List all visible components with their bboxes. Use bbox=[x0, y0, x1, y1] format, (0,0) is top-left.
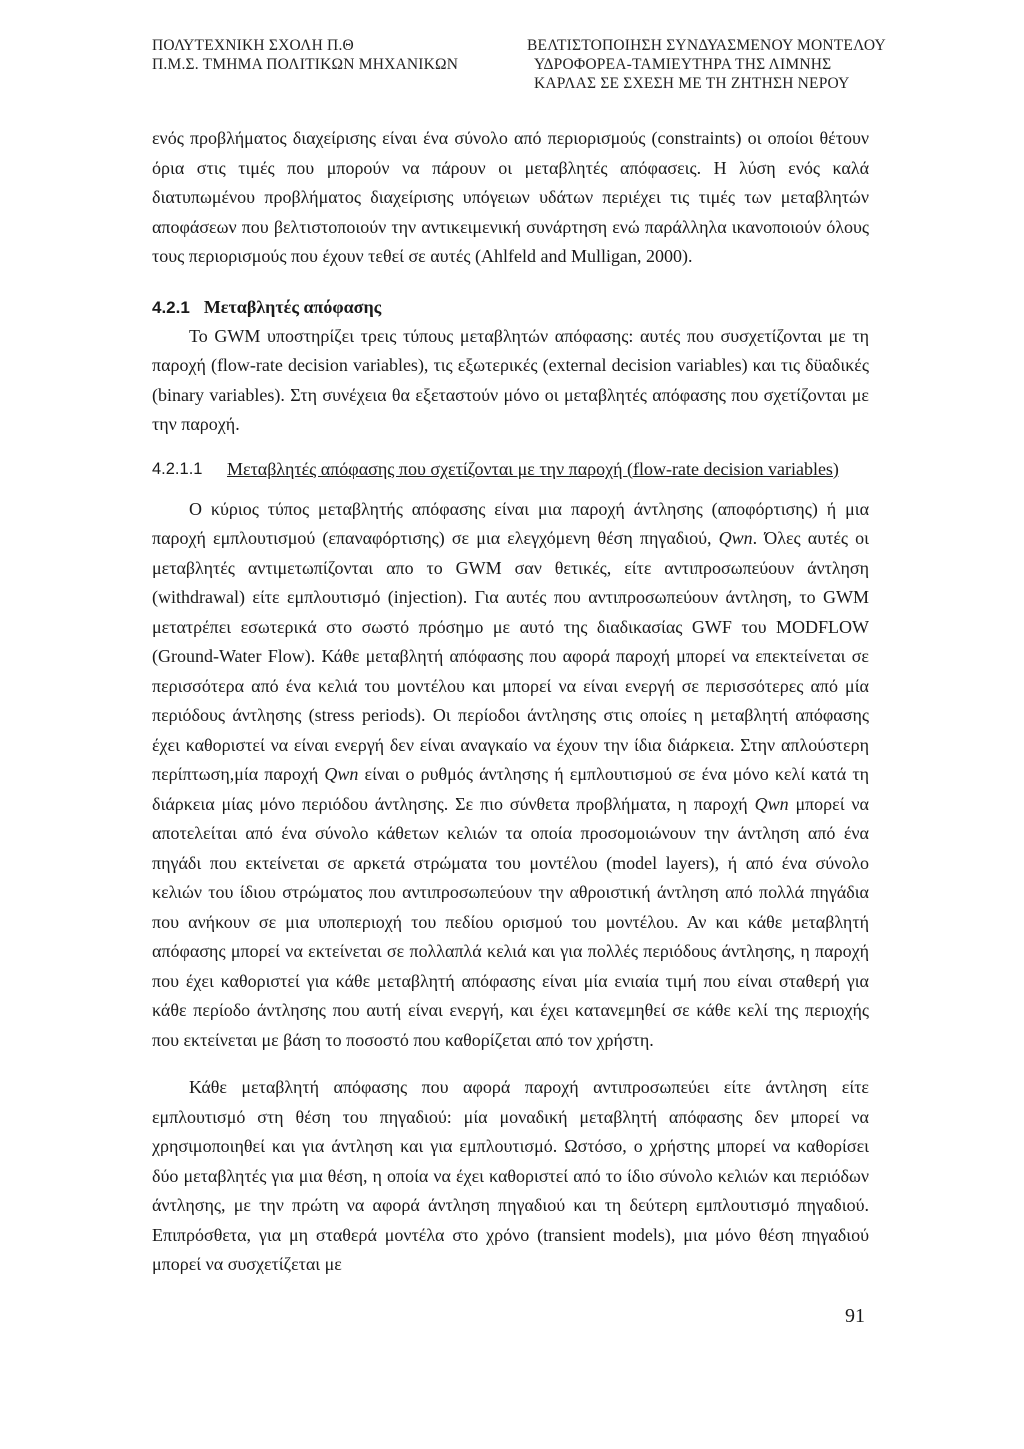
paragraph-withdrawal-injection: Κάθε μεταβλητή απόφασης που αφορά παροχή αντιπροσωπεύει είτε άντληση είτε εμπλουτισμό στη θέση του πηγαδιού: μία μοναδική μεταβλητή απόφασης δεν μπορεί να χρησιμοποιηθεί και για άντληση και για εμπλουτισμό. Ωστόσο, ο χρήστης μπορεί να καθορίσει δύο μεταβλητές για μια θέση, η οποία να έχει καθοριστεί από το ίδιο σύνολο κελιών και περιόδων άντλησης, με την πρώτη να αφορά άντληση πηγαδιού και τη δεύτερη εμπλουτισμό πηγαδιού. Επιπρόσθετα, για μη σταθερά μοντέλα στο χρόνο (transient models), μια μόνο θέση πηγαδιού μπορεί να συσχετίζεται με bbox=[152, 1077, 869, 1274]
page-body bbox=[152, 124, 869, 1280]
text-run: . Όλες αυτές οι μεταβλητές αντιμετωπίζονται απο το GWM σαν θετικές, είτε αντιπροσωπεύουν άντληση (withdrawal) είτε εμπλουτισμό (injection). Για αυτές που αντιπροσωπεύουν άντληση, το GWM μετατρέπει εσωτερικά στο σωστό πρόσημο με αυτό της διαδικασίας GWF του MODFLOW (Ground-Water Flow). Κάθε μεταβλητή απόφασης που αφορά παροχή μπορεί να επεκτείνεται σε περισσότερα από ένα κελιά του μοντέλου και μπορεί να είναι ενεργή σε περισσότερες από μία περιόδους άντλησης (stress periods). Οι περίοδοι άντλησης στις οποίες η μεταβλητή απόφασης έχει καθοριστεί να είναι ενεργή δεν είναι αναγκαίο να έχουν την ίδια διάρκεια. Στην απλούστερη περίπτωση,μία παροχή bbox=[152, 528, 869, 784]
header-title-line1: ΒΕΛΤΙΣΤΟΠΟΙΗΣΗ ΣΥΝΔΥΑΣΜΕΝΟΥ ΜΟΝΤΕΛΟΥ bbox=[527, 37, 886, 54]
symbol-qwn: Qwn bbox=[754, 793, 789, 814]
paragraph-constraints: ενός προβλήματος διαχείρισης είναι ένα σύνολο από περιορισμούς (constraints) οι οποίοι θέτουν όρια στις τιμές που μπορούν να πάρουν οι μεταβλητές απόφασεις. Η λύση ενός καλά διατυπωμένου προβλήματος διαχείρισης υπόγειων υδάτων περιέχει τις τιμές των μεταβλητών αποφάσεων που βελτιστοποιούν την αντικειμενική συνάρτηση ενώ παράλληλα ικανοποιούν όλους τους περιορισμούς που έχουν τεθεί σε αυτές (Ahlfeld and Mulligan, 2000). bbox=[152, 128, 869, 266]
paragraph-variable-types: Το GWM υποστηρίζει τρεις τύπους μεταβλητών απόφασης: αυτές που συσχετίζονται με τη παροχή (flow-rate decision variables), τις εξωτερικές (external decision variables) και τις δϋαδικές (binary variables). Στη συνέχεια θα εξεταστούν μόνο οι μεταβλητές απόφασης που σχετίζονται με την παροχή. bbox=[152, 325, 869, 434]
running-header-left bbox=[152, 36, 458, 74]
paragraph-flow-rate-variables bbox=[152, 495, 869, 1056]
text-run: μπορεί να αποτελείται από ένα σύνολο κάθετων κελιών τα οποία προσομοιώνουν την άντληση από ένα πηγάδι που εκτείνεται σε αρκετά στρώματα του μοντέλου (model layers), ή από ένα σύνολο κελιών του ίδιου στρώματος που αντιπροσωπεύουν την αθροιστική άντληση από πολλά πηγάδια που ανήκουν σε μια υποπεριοχή του πεδίου ορισμού του μοντέλου. Αν και κάθε μεταβλητή απόφασης μπορεί να εκτείνεται σε πολλαπλά κελιά και για πολλές περιόδους άντλησης, η παροχή που έχει καθοριστεί για κάθε μεταβλητή απόφασης είναι μία ενιαία τιμή που είναι σταθερή για κάθε περίοδο άντλησης που αυτή είναι ενεργή, και έχει κατανεμηθεί σε κάθε κελί της περιοχής που εκτείνεται με βάση το ποσοστό που καθορίζεται από τον χρήστη. bbox=[152, 793, 869, 1050]
subsection-number: 4.2.1.1 bbox=[152, 459, 203, 478]
text-run: είναι ο ρυθμός άντλησης ή εμπλουτισμού σε ένα μόνο κελί κατά τη διάρκεια μίας μόνο περιόδου άντλησης. Σε πιο σύνθετα προβλήματα, η παροχή bbox=[152, 764, 869, 814]
header-school: ΠΟΛΥΤΕΧΝΙΚΗ ΣΧΟΛΗ Π.Θ bbox=[152, 37, 354, 54]
section-number: 4.2.1 bbox=[152, 297, 190, 317]
subsection-heading-4-2-1-1 bbox=[152, 456, 869, 482]
header-department: Π.Μ.Σ. ΤΜΗΜΑ ΠΟΛΙΤΙΚΩΝ ΜΗΧΑΝΙΚΩΝ bbox=[152, 56, 459, 73]
section-heading-4-2-1 bbox=[152, 293, 869, 322]
header-title-line2: ΥΔΡΟΦΟΡΕΑ-ΤΑΜΙΕΥΤΗΡΑ ΤΗΣ ΛΙΜΝΗΣ bbox=[534, 56, 832, 73]
header-title-line3: ΚΑΡΛΑΣ ΣΕ ΣΧΕΣΗ ΜΕ ΤΗ ΖΗΤΗΣΗ ΝΕΡΟΥ bbox=[534, 75, 850, 92]
subsection-title: Μεταβλητές απόφασης που σχετίζονται με την παροχή (flow-rate decision variables) bbox=[227, 458, 839, 479]
text-run: Ο κύριος τύπος μεταβλητής απόφασης είναι μια παροχή άντλησης (αποφόρτισης) ή μια παροχή εμπλουτισμού (επαναφόρτισης) σε μια ελεγχόμενη θέση πηγαδιού, bbox=[152, 498, 869, 548]
running-header-right bbox=[527, 36, 886, 93]
section-title: Μεταβλητές απόφασης bbox=[203, 296, 382, 317]
page-number: 91 bbox=[845, 1305, 865, 1327]
symbol-qwn: Qwn bbox=[324, 764, 359, 784]
symbol-qwn: Qwn bbox=[718, 528, 753, 548]
